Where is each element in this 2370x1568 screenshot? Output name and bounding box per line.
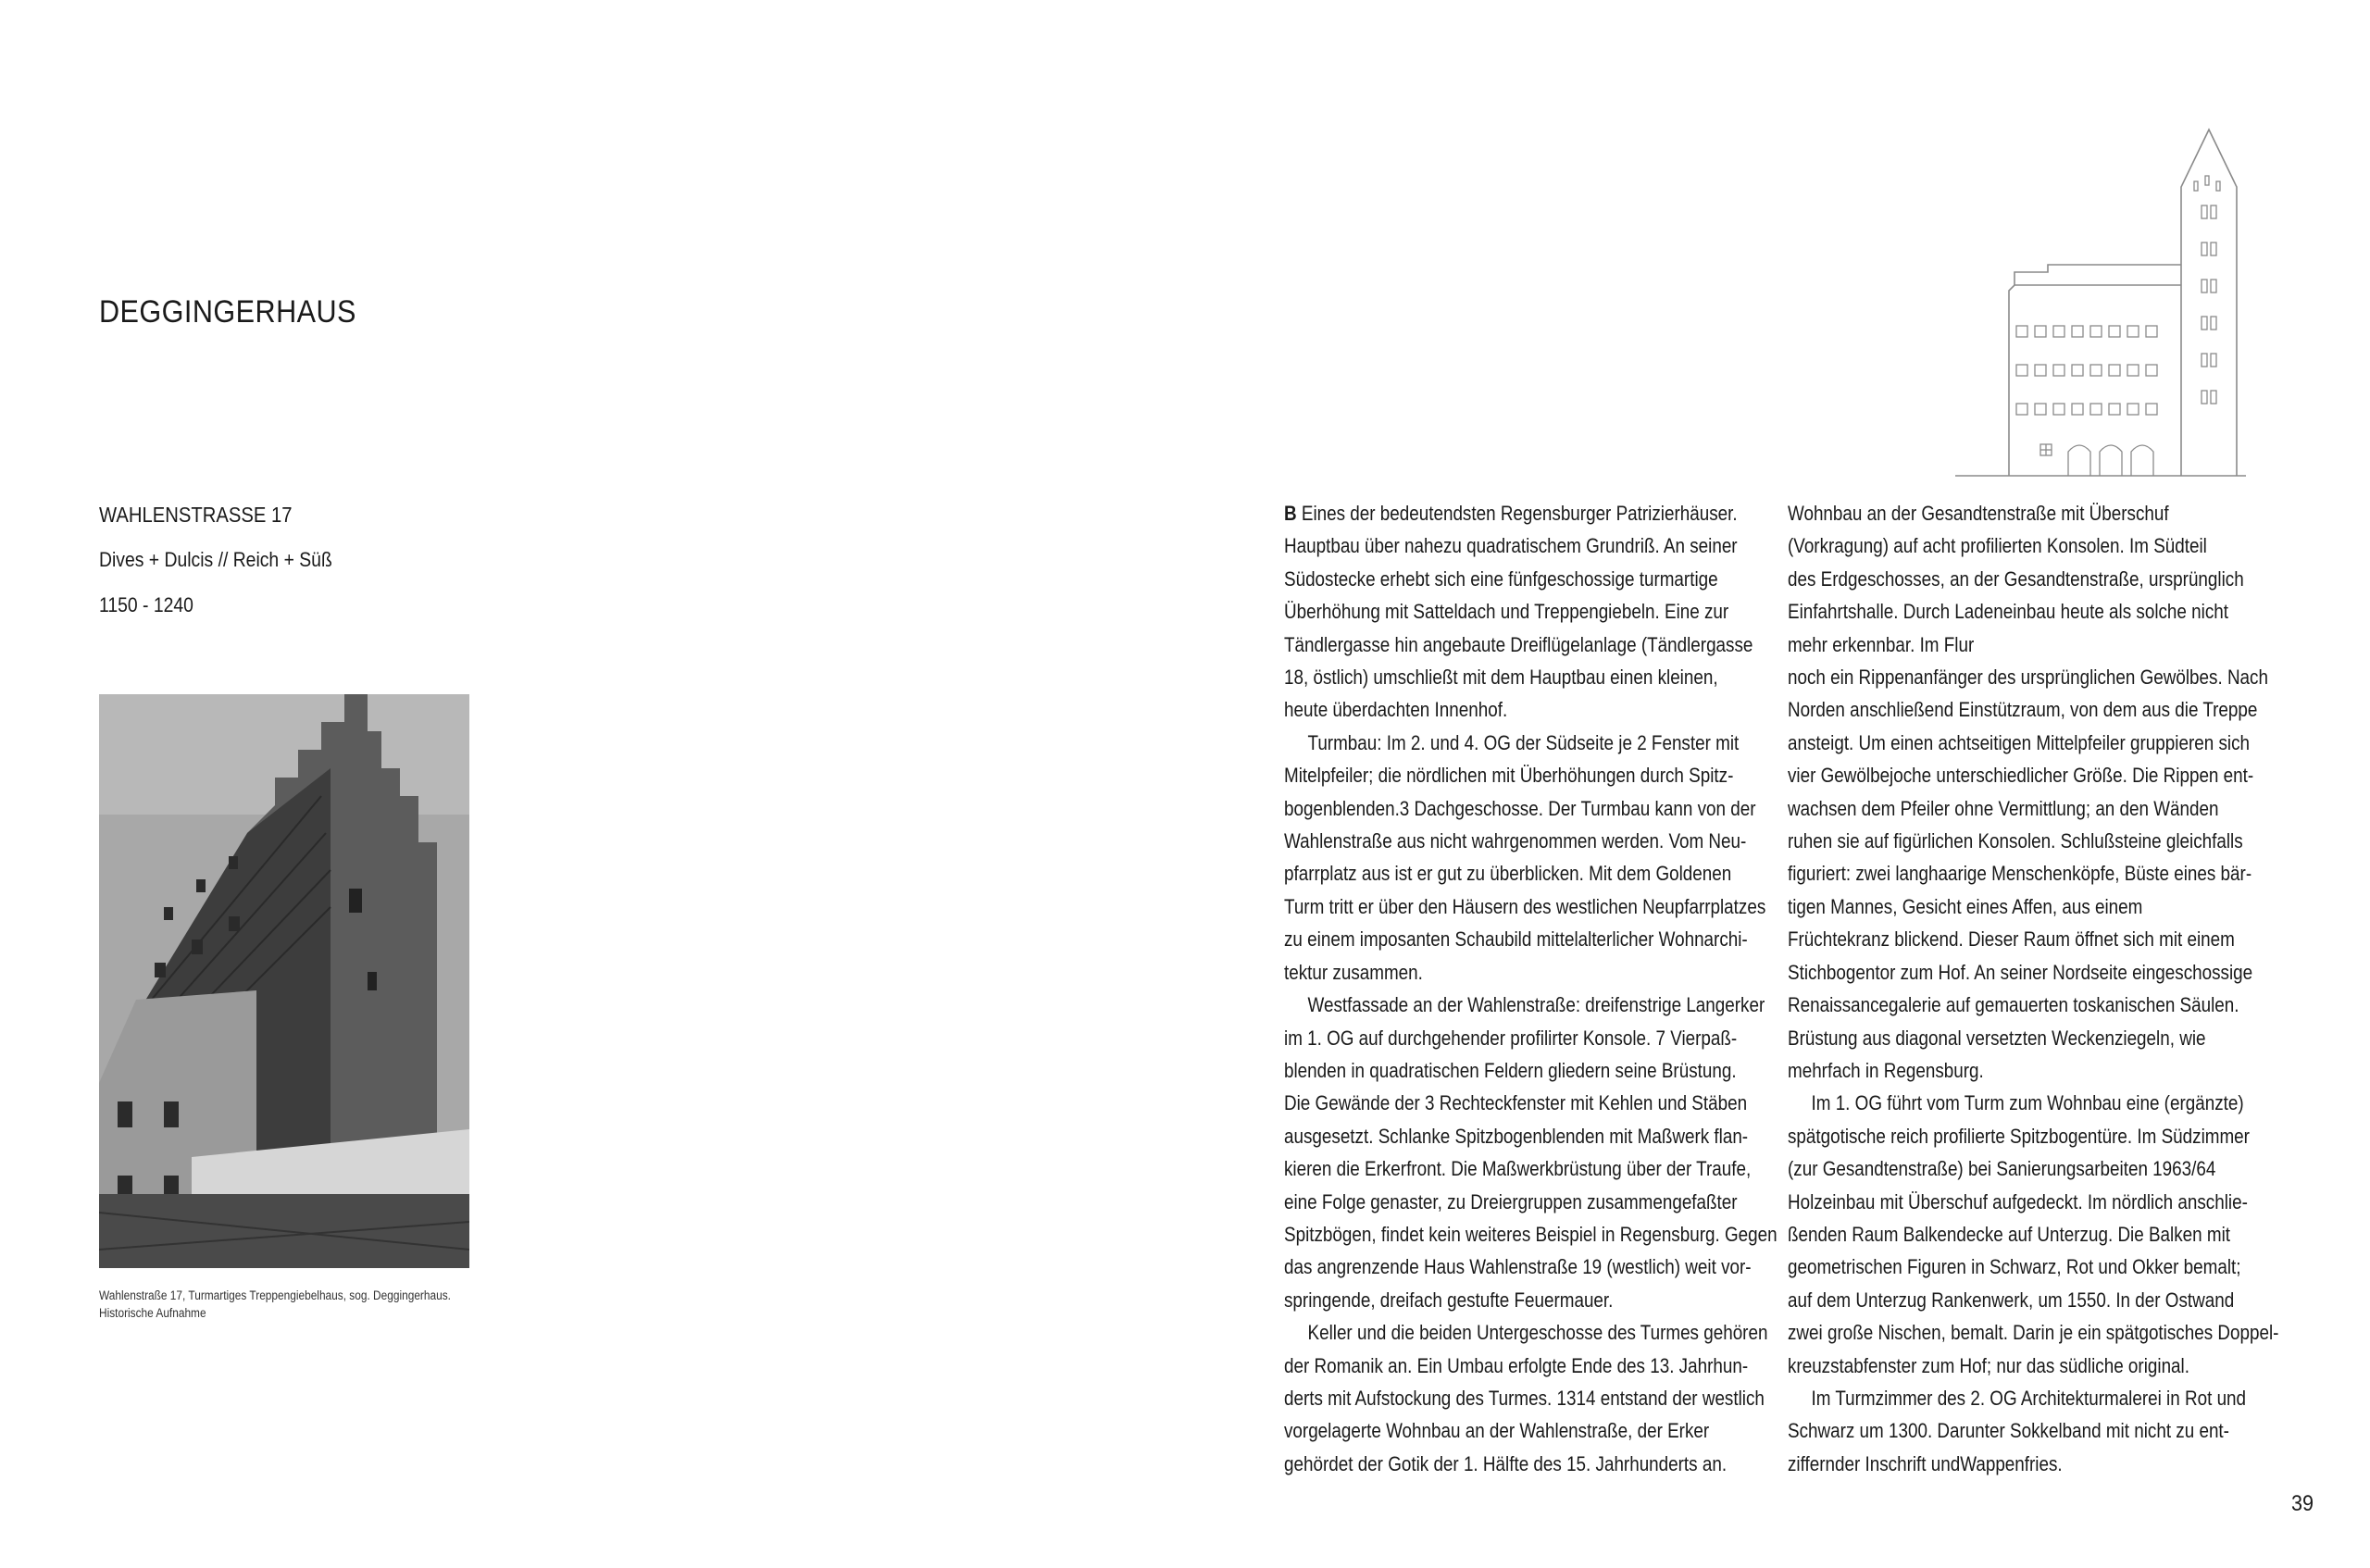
text-line: ruhen sie auf figürlichen Konsolen. Schlußsteine gleichfalls [1788, 829, 2243, 853]
page-title: DEGGINGERHAUS [99, 294, 356, 330]
text-line: blenden in quadratischen Feldern gliedern seine Brüstung. [1284, 1058, 1737, 1082]
text-line: Mitelpfeiler; die nördlichen mit Überhöhungen durch Spitz- [1284, 764, 1734, 788]
text-line: Spitzbögen, findet kein weiteres Beispiel in Regensburg. Gegen [1284, 1222, 1778, 1246]
text-line: Westfassade an der Wahlenstraße: dreifenstrige Langerker [1307, 993, 1765, 1017]
text-line: Brüstung aus diagonal versetzten Weckenziegeln, wie [1788, 1026, 2206, 1050]
text-line: Tändlergasse hin angebaute Dreiflügelanlage (Tändlergasse [1284, 632, 1753, 656]
text-line: Wahlenstraße aus nicht wahrgenommen werden. Vom Neu- [1284, 829, 1747, 853]
text-line: derts mit Aufstockung des Turmes. 1314 entstand der westlich [1284, 1386, 1765, 1410]
text-line: Hauptbau über nahezu quadratischem Grundriß. An seiner [1284, 534, 1738, 558]
text-line: eine Folge genaster, zu Dreiergruppen zusammengefaßter [1284, 1189, 1738, 1213]
historic-photo [99, 694, 469, 1268]
text-line: zu einem imposanten Schaubild mittelalterlicher Wohnarchi- [1284, 927, 1748, 952]
text-line: vier Gewölbejoche unterschiedlicher Größe. Die Rippen ent- [1788, 764, 2254, 788]
text-line: Überhöhung mit Satteldach und Treppengiebeln. Eine zur [1284, 600, 1729, 624]
text-line: springende, dreifach gestufte Feuermauer. [1284, 1288, 1614, 1312]
text-line: Turm tritt er über den Häusern des westlichen Neupfarrplatzes [1284, 894, 1766, 918]
text-line: auf dem Unterzug Rankenwerk, um 1550. In der Ostwand [1788, 1288, 2235, 1312]
text-line: noch ein Rippenanfänger des ursprünglichen Gewölbes. Nach [1788, 666, 2268, 690]
text-line: Im 1. OG führt vom Turm zum Wohnbau eine (ergänzte) [1811, 1091, 2244, 1115]
text-line: ansteigt. Um einen achtseitigen Mittelpfeiler gruppieren sich [1788, 730, 2251, 754]
text-line: pfarrplatz aus ist er gut zu überblicken. Mit dem Goldenen [1284, 862, 1732, 886]
text-line: tektur zusammen. [1284, 960, 1423, 984]
text-line: Einfahrtshalle. Durch Ladeneinbau heute als solche nicht [1788, 600, 2228, 624]
building-elevation-drawing [1953, 126, 2250, 486]
caption-line: Wahlenstraße 17, Turmartiges Treppengiebelhaus, sog. Deggingerhaus. [99, 1288, 451, 1302]
text-line: Früchtekranz blickend. Dieser Raum öffnet sich mit einem [1788, 927, 2235, 952]
motto-line: Dives + Dulcis // Reich + Süß [99, 548, 332, 571]
text-line: tigen Mannes, Gesicht eines Affen, aus einem [1788, 894, 2143, 918]
text-line: kieren die Erkerfront. Die Maßwerkbrüstung über der Traufe, [1284, 1157, 1752, 1181]
text-line: Renaissancegalerie auf gemauerten toskanischen Säulen. [1788, 993, 2239, 1017]
text-line: das angrenzende Haus Wahlenstraße 19 (westlich) weit vor- [1284, 1255, 1752, 1279]
address-heading: WAHLENSTRASSE 17 [99, 503, 293, 527]
text-column-left [1284, 497, 1865, 1480]
text-line: der Romanik an. Ein Umbau erfolgte Ende des 13. Jahrhun- [1284, 1353, 1749, 1377]
text-line: des Erdgeschosses, an der Gesandtenstraße, ursprünglich [1788, 566, 2244, 591]
text-line: (zur Gesandtenstraße) bei Sanierungsarbeiten 1963/64 [1788, 1157, 2216, 1181]
text-line: 18, östlich) umschließt mit dem Hauptbau einen kleinen, [1284, 666, 1718, 690]
text-line: spätgotische reich profilierte Spitzbogentüre. Im Südzimmer [1788, 1124, 2250, 1148]
text-line: kreuzstabfenster zum Hof; nur das südliche original. [1788, 1353, 2189, 1377]
text-line: Im Turmzimmer des 2. OG Architekturmalerei in Rot und [1811, 1386, 2247, 1410]
text-line: Turmbau: Im 2. und 4. OG der Südseite je 2 Fenster mit [1307, 730, 1740, 754]
text-line: Die Gewände der 3 Rechteckfenster mit Kehlen und Stäben [1284, 1091, 1748, 1115]
text-line: Stichbogentor zum Hof. An seiner Nordseite eingeschossige [1788, 960, 2253, 984]
text-line: ziffernder Inschrift undWappenfries. [1788, 1451, 2063, 1475]
page-number: 39 [2291, 1491, 2314, 1516]
text-line: B Eines der bedeutendsten Regensburger Patrizierhäuser. [1284, 502, 1738, 525]
text-line: Schwarz um 1300. Darunter Sokkelband mit nicht zu ent- [1788, 1419, 2229, 1443]
lead-letter: B [1284, 502, 1297, 525]
text-line: wachsen dem Pfeiler ohne Vermittlung; an den Wänden [1788, 796, 2219, 820]
text-line: zwei große Nischen, bemalt. Darin je ein spätgotisches Doppel- [1788, 1321, 2279, 1345]
text-line: figuriert: zwei langhaarige Menschenköpfe, Büste eines bär- [1788, 862, 2252, 886]
text-line: ausgesetzt. Schlanke Spitzbogenblenden mit Maßwerk flan- [1284, 1124, 1749, 1148]
text-line: Holzeinbau mit Überschuf aufgedeckt. Im nördlich anschlie- [1788, 1189, 2248, 1213]
text-line: mehrfach in Regensburg. [1788, 1058, 1984, 1082]
text-line: Keller und die beiden Untergeschosse des Turmes gehören [1307, 1321, 1768, 1345]
text-line: im 1. OG auf durchgehender profilirter Konsole. 7 Vierpaß- [1284, 1026, 1738, 1050]
text-line: ßenden Raum Balkendecke auf Unterzug. Die Balken mit [1788, 1222, 2231, 1246]
text-line: geometrischen Figuren in Schwarz, Rot und Okker bemalt; [1788, 1255, 2241, 1279]
text-line: vorgelagerte Wohnbau an der Wahlenstraße, der Erker [1284, 1419, 1710, 1443]
text-line: Norden anschließend Einstützraum, von dem aus die Treppe [1788, 698, 2258, 722]
caption-line: Historische Aufnahme [99, 1306, 206, 1320]
text-line: gehördet der Gotik der 1. Hälfte des 15. Jahrhunderts an. [1284, 1451, 1728, 1475]
historic-photo-drawing [99, 694, 469, 1268]
text-line: heute überdachten Innenhof. [1284, 698, 1508, 722]
text-line: bogenblenden.3 Dachgeschosse. Der Turmbau kann von der [1284, 796, 1756, 820]
dates-line: 1150 - 1240 [99, 593, 193, 616]
text-column-right [1788, 497, 2365, 1480]
text-line: Wohnbau an der Gesandtenstraße mit Überschuf [1788, 502, 2169, 525]
photo-caption [99, 1287, 474, 1322]
text-line: Südostecke erhebt sich eine fünfgeschossige turmartige [1284, 566, 1718, 591]
text-line: (Vorkragung) auf acht profilierten Konsolen. Im Südteil [1788, 534, 2207, 558]
text-line: mehr erkennbar. Im Flur [1788, 632, 1975, 656]
